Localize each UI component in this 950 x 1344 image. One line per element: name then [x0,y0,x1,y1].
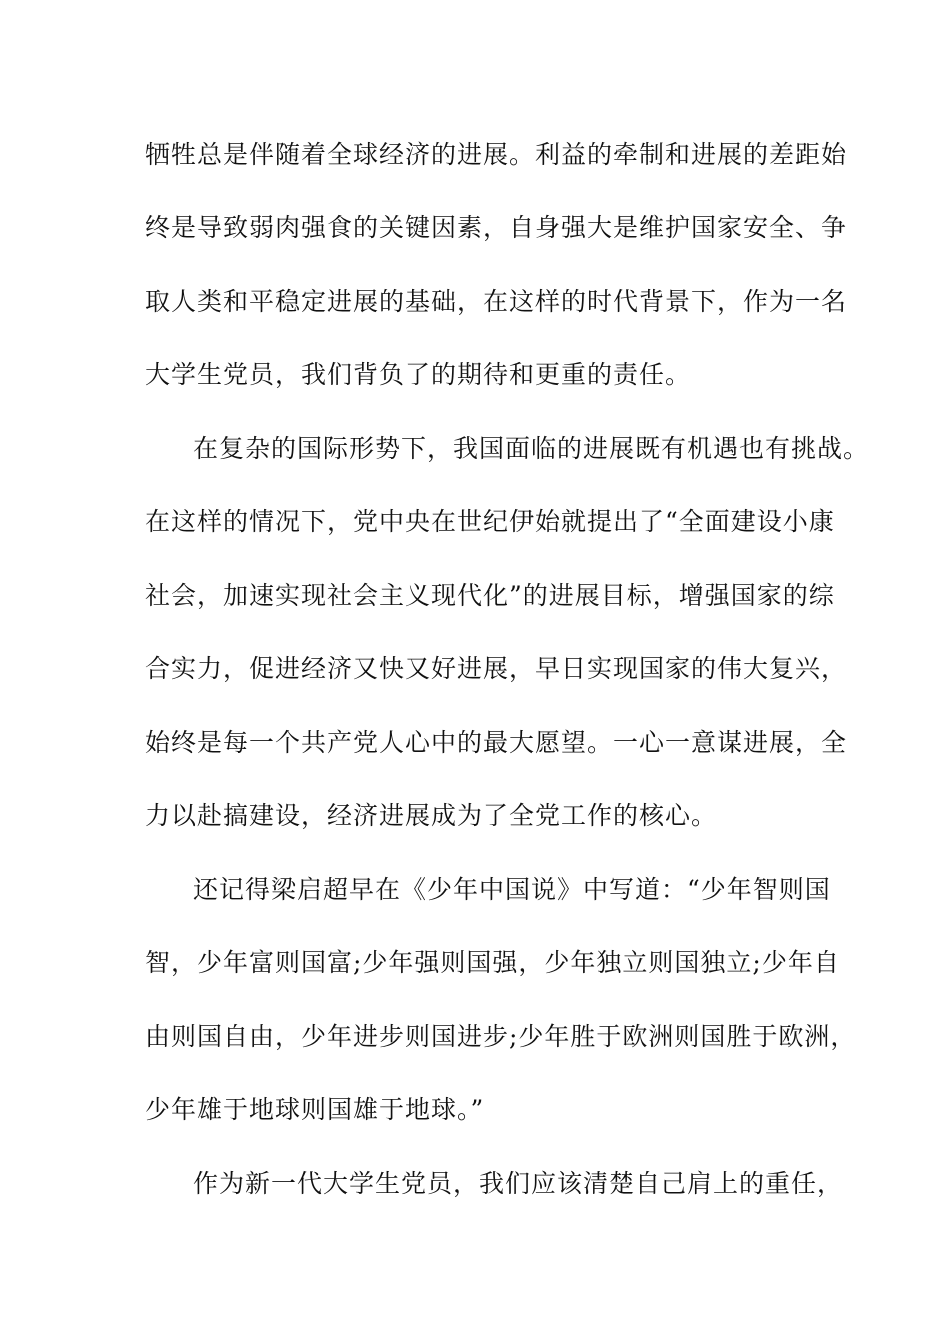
paragraph-start-line: 在复杂的国际形势下，我国面临的进展既有机遇也有挑战。 [193,434,870,463]
paragraph-start-line: 作为新一代大学生党员，我们应该清楚自己肩上的重任， [193,1169,844,1198]
text-line: 社会，加速实现社会主义现代化”的进展目标，增强国家的综 [145,581,835,610]
text-line: 合实力，促进经济又快又好进展，早日实现国家的伟大复兴， [145,654,848,683]
paragraph-start-line: 还记得梁启超早在《少年中国说》中写道：“少年智则国 [193,875,831,904]
text-line: 始终是每一个共产党人心中的最大愿望。一心一意谋进展，全 [145,728,848,757]
text-line: 终是导致弱肉强食的关键因素，自身强大是维护国家安全、争 [145,213,848,242]
text-line: 大学生党员，我们背负了的期待和更重的责任。 [145,360,692,389]
text-line: 取人类和平稳定进展的基础，在这样的时代背景下，作为一名 [145,287,848,316]
text-line: 少年雄于地球则国雄于地球。” [145,1095,485,1124]
text-line: 力以赴搞建设，经济进展成为了全党工作的核心。 [145,801,718,830]
text-line: 智，少年富则国富;少年强则国强，少年独立则国独立;少年自 [145,948,840,977]
text-line: 牺牲总是伴随着全球经济的进展。利益的牵制和进展的差距始 [145,140,848,169]
text-line: 在这样的情况下，党中央在世纪伊始就提出了“全面建设小康 [145,507,835,536]
text-line: 由则国自由，少年进步则国进步;少年胜于欧洲则国胜于欧洲， [145,1022,857,1051]
